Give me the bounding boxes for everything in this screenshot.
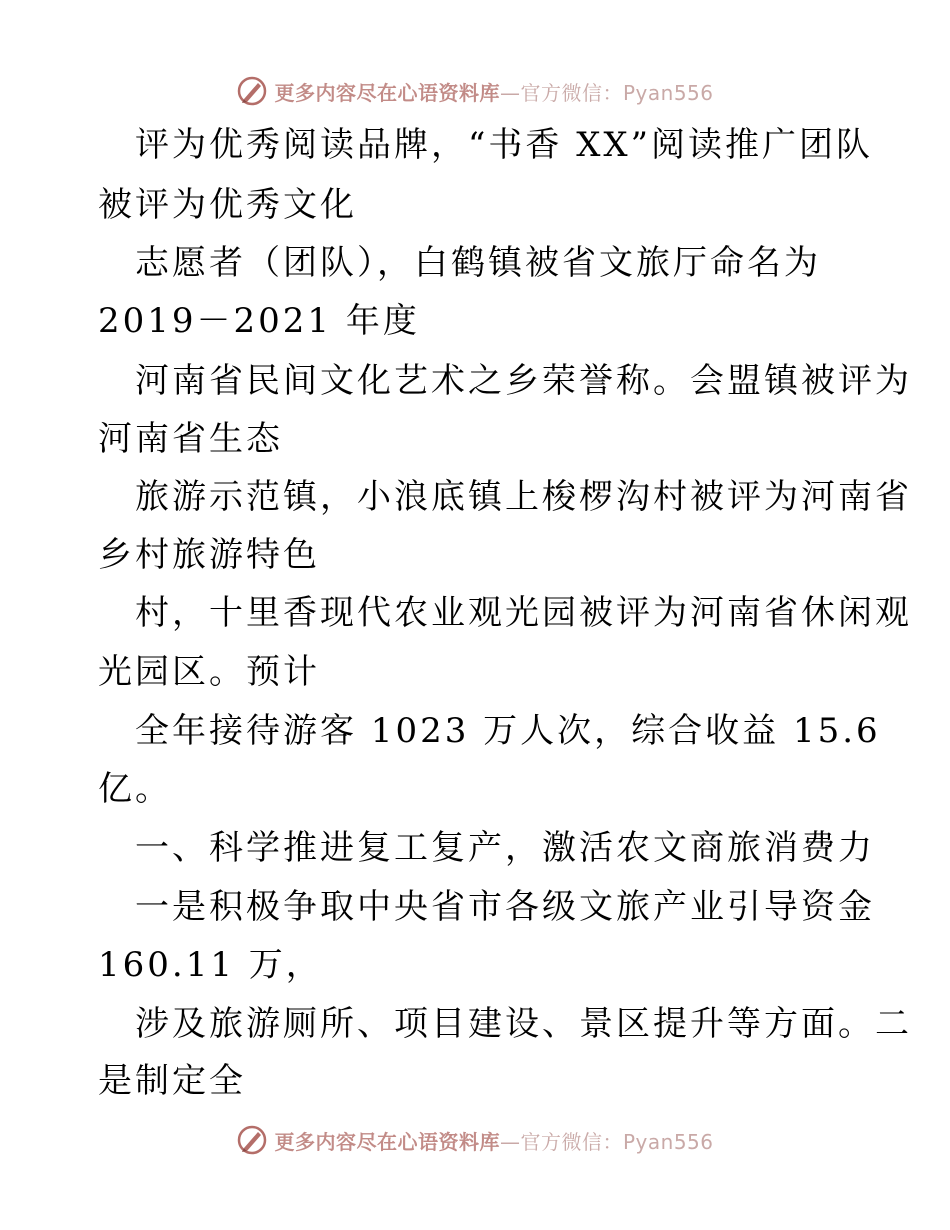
watermark-separator: — [499,80,521,105]
paragraph-4-line-1: 旅游示范镇，小浪底镇上梭椤沟村被评为河南省 [135,477,912,517]
watermark-official: 官方微信： [520,80,623,105]
paragraph-9-line-2: 是制定全 [98,1061,246,1101]
paragraph-5-line-2: 光园区。预计 [98,652,320,692]
pen-logo-icon [236,75,268,107]
watermark-separator: — [499,1129,521,1154]
paragraph-3-line-1: 河南省民间文化艺术之乡荣誉称。会盟镇被评为 [135,361,912,401]
section-heading-1: 一、科学推进复工复产，激活农文商旅消费力 [135,828,875,868]
watermark-brand: 更多内容尽在心语资料库 [274,80,500,105]
paragraph-2-line-2: 2019－2021 年度 [98,301,420,341]
watermark-id: Pyan556 [622,80,714,105]
watermark-brand: 更多内容尽在心语资料库 [274,1129,500,1154]
paragraph-9-line-1: 涉及旅游厕所、项目建设、景区提升等方面。二 [135,1004,912,1044]
paragraph-6-line-1: 全年接待游客 1023 万人次，综合收益 15.6 [135,711,881,751]
pen-logo-icon [236,1124,268,1156]
watermark-text [274,1126,713,1155]
watermark-text [274,77,713,106]
paragraph-8-line-1: 一是积极争取中央省市各级文旅产业引导资金 [135,887,875,927]
paragraph-4-line-2: 乡村旅游特色 [98,535,320,575]
paragraph-8-line-2: 160.11 万， [98,945,323,985]
paragraph-5-line-1: 村，十里香现代农业观光园被评为河南省休闲观 [135,593,912,633]
page-header-watermark [0,74,950,108]
page-footer-watermark [0,1123,950,1157]
paragraph-2-line-1: 志愿者（团队），白鹤镇被省文旅厅命名为 [135,243,821,283]
paragraph-1-line-1: 评为优秀阅读品牌，“书香 XX”阅读推广团队 [135,125,873,165]
paragraph-3-line-2: 河南省生态 [98,419,283,459]
watermark-official: 官方微信： [520,1129,623,1154]
paragraph-6-line-2: 亿。 [98,769,172,809]
watermark-id: Pyan556 [622,1129,714,1154]
paragraph-1-line-2: 被评为优秀文化 [98,185,357,225]
